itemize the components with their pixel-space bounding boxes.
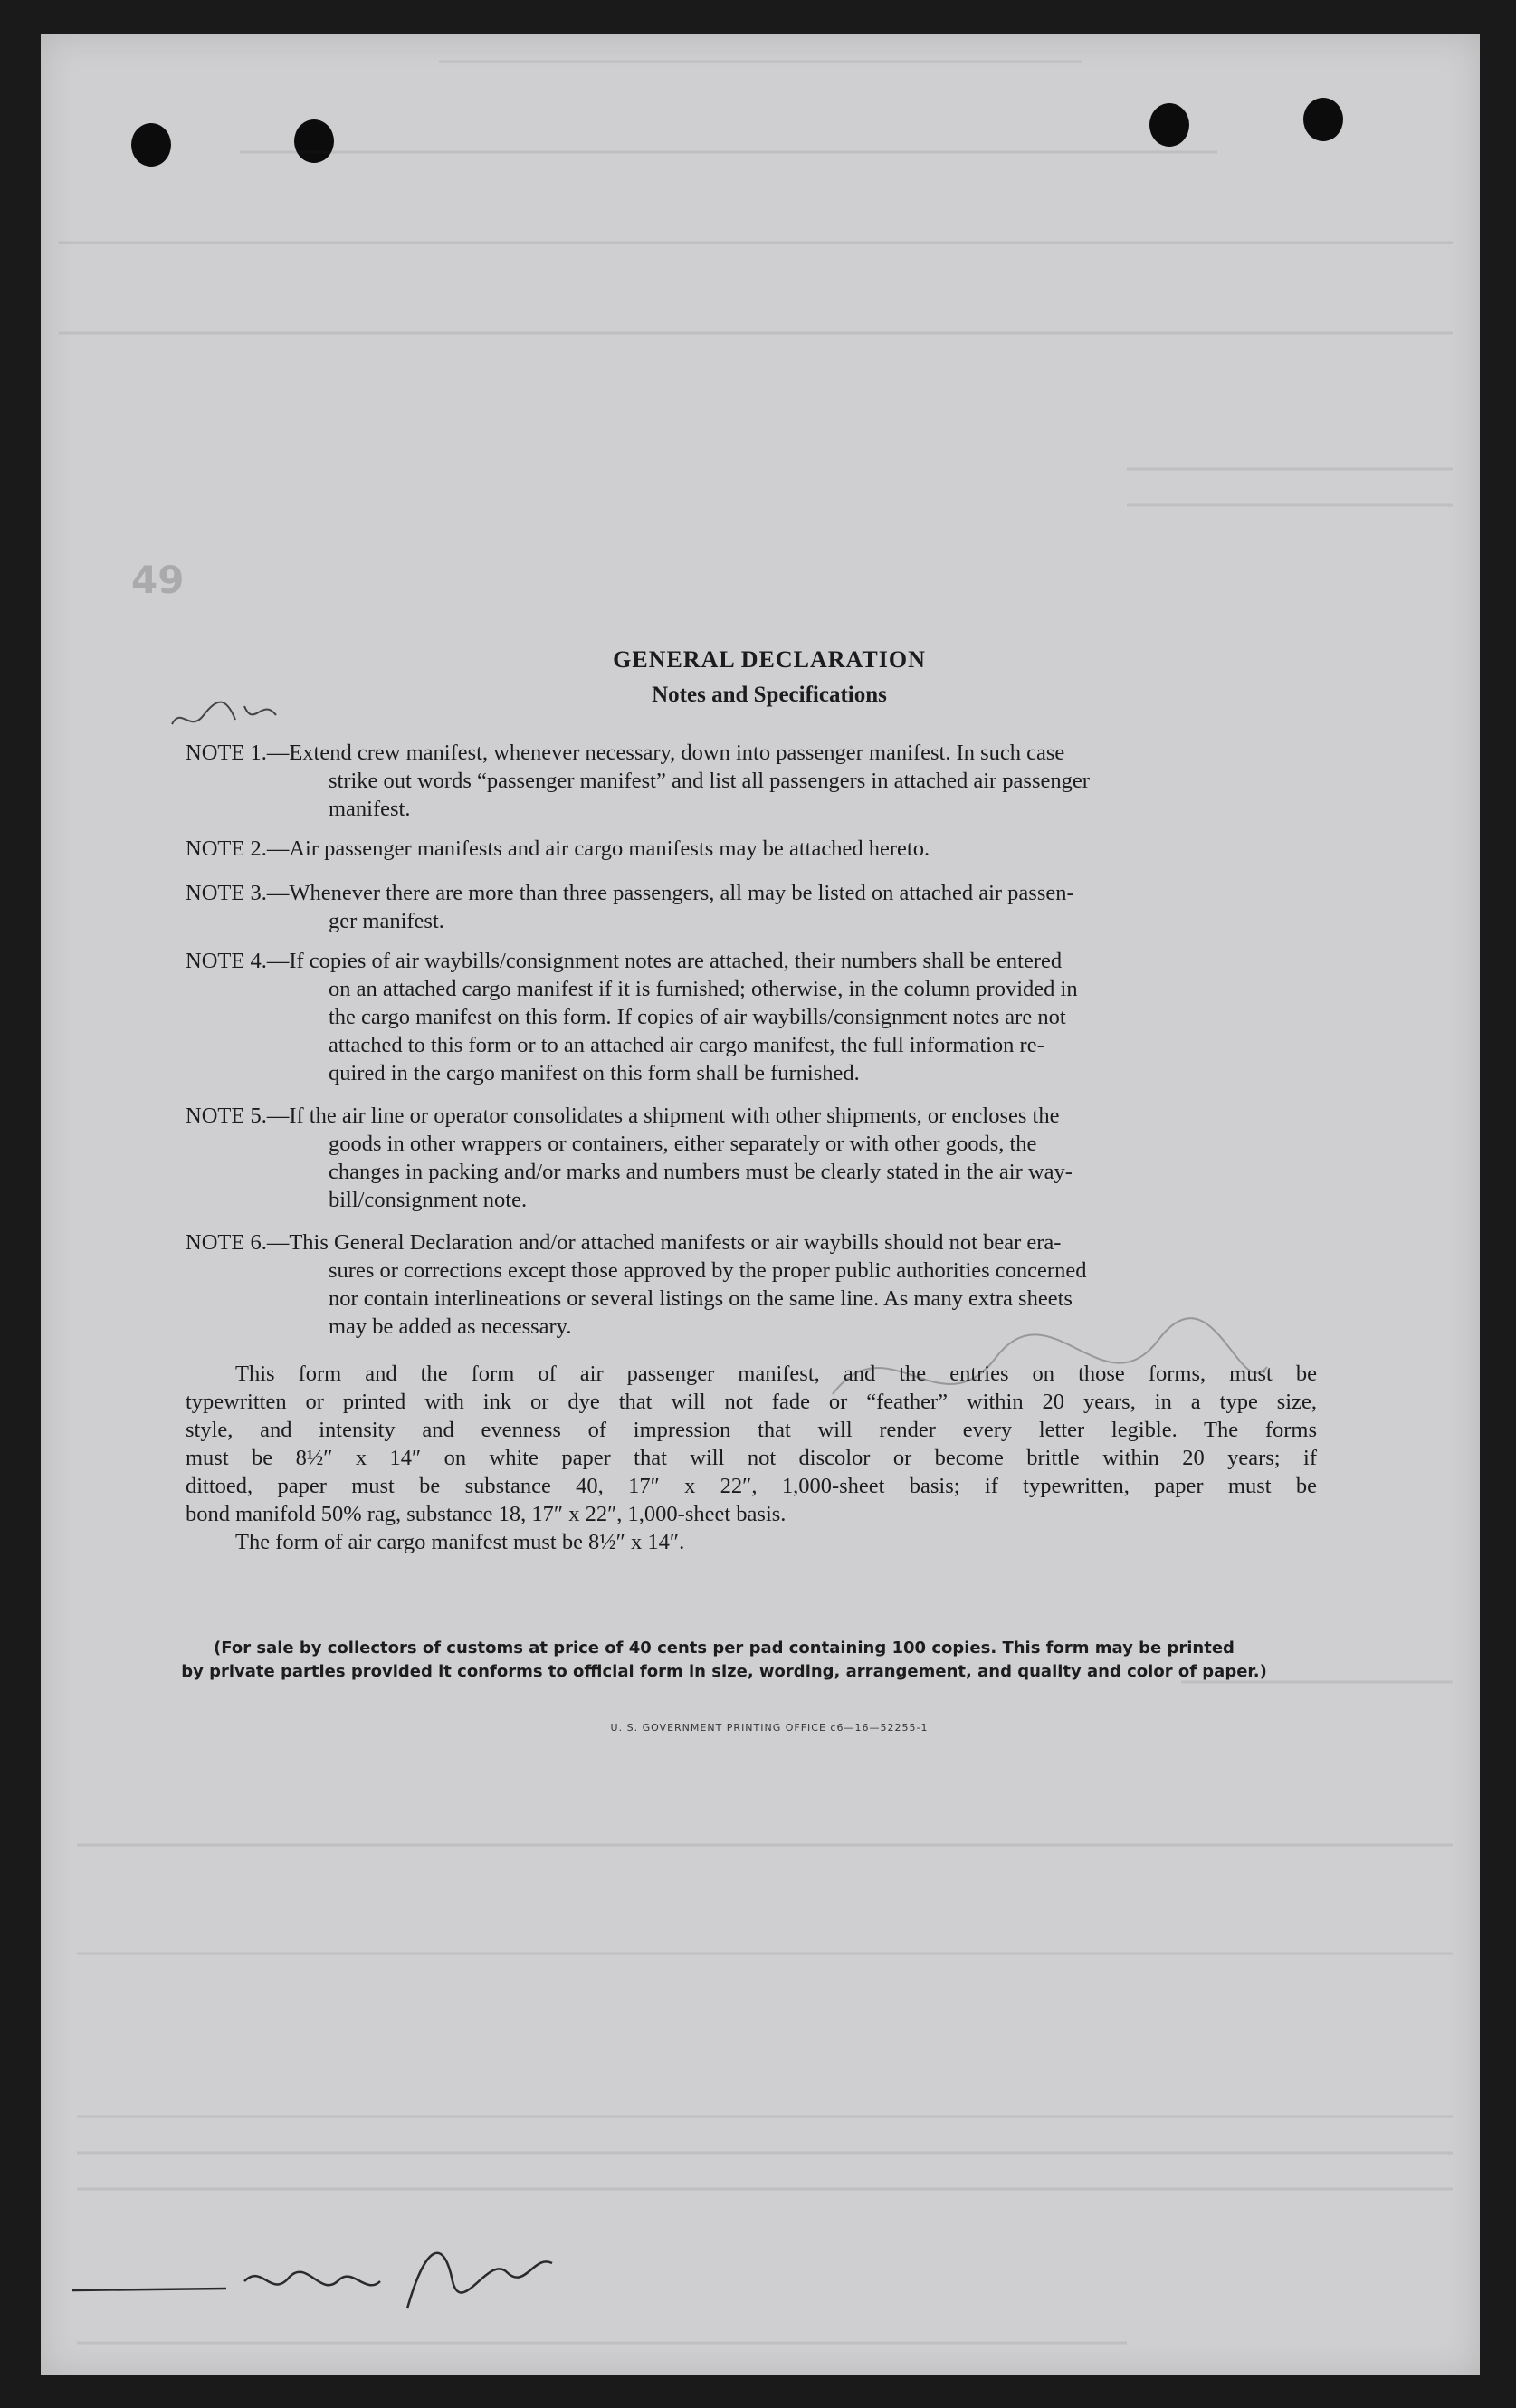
note-text: sures or corrections except those approved by the proper public authorities concerned bbox=[329, 1258, 1087, 1283]
paragraph-line: must be 8½″ x 14″ on white paper that will not discolor or become brittle within 20 years; if bbox=[186, 1446, 1317, 1470]
note-5 bbox=[186, 1102, 1317, 1214]
paragraph-line: style, and intensity and evenness of impression that will render every letter legible. The forms bbox=[186, 1418, 1317, 1442]
note-label: NOTE 6. bbox=[186, 1230, 267, 1255]
sale-notice bbox=[136, 1637, 1312, 1684]
note-text: —Extend crew manifest, whenever necessary, down into passenger manifest. In such case bbox=[266, 741, 1065, 765]
note-text: —This General Declaration and/or attached manifests or air waybills should not bear era- bbox=[266, 1230, 1062, 1255]
note-label: NOTE 4. bbox=[186, 949, 267, 973]
page-subtitle: Notes and Specifications bbox=[652, 683, 887, 707]
note-4 bbox=[186, 947, 1317, 1087]
note-text: —If the air line or operator consolidates a shipment with other shipments, or encloses the bbox=[266, 1104, 1060, 1128]
margin-number: 49 bbox=[131, 558, 185, 602]
note-1 bbox=[186, 739, 1317, 823]
note-text: changes in packing and/or marks and numbers must be clearly stated in the air way- bbox=[329, 1160, 1073, 1184]
note-label: NOTE 5. bbox=[186, 1104, 267, 1128]
note-label: NOTE 1. bbox=[186, 741, 267, 765]
note-text: —Whenever there are more than three passengers, all may be listed on attached air passen- bbox=[266, 881, 1074, 905]
note-text: attached to this form or to an attached air cargo manifest, the full information re- bbox=[329, 1033, 1044, 1057]
paragraph-line: This form and the form of air passenger manifest, and the entries on those forms, must be bbox=[235, 1362, 1317, 1386]
note-text: may be added as necessary. bbox=[329, 1314, 572, 1339]
page-title: GENERAL DECLARATION bbox=[613, 646, 926, 673]
note-text: —Air passenger manifests and air cargo manifests may be attached hereto. bbox=[266, 836, 930, 861]
note-label: NOTE 2. bbox=[186, 836, 267, 861]
paragraph-line: bond manifold 50% rag, substance 18, 17″ x 22″, 1,000-sheet basis. bbox=[186, 1502, 787, 1526]
note-text: quired in the cargo manifest on this form shall be furnished. bbox=[329, 1061, 860, 1085]
note-text: on an attached cargo manifest if it is furnished; otherwise, in the column provided in bbox=[329, 977, 1078, 1001]
note-3 bbox=[186, 879, 1317, 935]
note-2 bbox=[186, 835, 1317, 863]
handwritten-signature bbox=[63, 2227, 570, 2327]
paragraph-line: typewritten or printed with ink or dye that will not fade or “feather” within 20 years, in a type size, bbox=[186, 1390, 1317, 1414]
sale-notice-line: (For sale by collectors of customs at price of 40 cents per pad containing 100 copies. This form may be printed bbox=[214, 1639, 1235, 1658]
note-text: bill/consignment note. bbox=[329, 1188, 528, 1212]
note-text: strike out words “passenger manifest” and list all passengers in attached air passenger bbox=[329, 769, 1090, 793]
note-text: ger manifest. bbox=[329, 909, 444, 933]
note-text: nor contain interlineations or several listings on the same line. As many extra sheets bbox=[329, 1286, 1073, 1311]
paragraph-line: The form of air cargo manifest must be 8½″ x 14″. bbox=[235, 1530, 685, 1554]
handwritten-margin-mark bbox=[163, 688, 290, 751]
paragraph-line: dittoed, paper must be substance 40, 17″ x 22″, 1,000-sheet basis; if typewritten, paper must be bbox=[186, 1474, 1317, 1498]
note-text: manifest. bbox=[329, 797, 411, 821]
note-text: goods in other wrappers or containers, either separately or with other goods, the bbox=[329, 1132, 1037, 1156]
signature-show-through bbox=[815, 1304, 1285, 1448]
note-label: NOTE 3. bbox=[186, 881, 267, 905]
sale-notice-line: by private parties provided it conforms to official form in size, wording, arrangement, and quality and color of paper.) bbox=[181, 1662, 1267, 1681]
printer-line: U. S. GOVERNMENT PRINTING OFFICE c6—16—52255-1 bbox=[610, 1722, 929, 1734]
note-text: —If copies of air waybills/consignment notes are attached, their numbers shall be entered bbox=[266, 949, 1063, 973]
note-text: the cargo manifest on this form. If copies of air waybills/consignment notes are not bbox=[329, 1005, 1066, 1029]
